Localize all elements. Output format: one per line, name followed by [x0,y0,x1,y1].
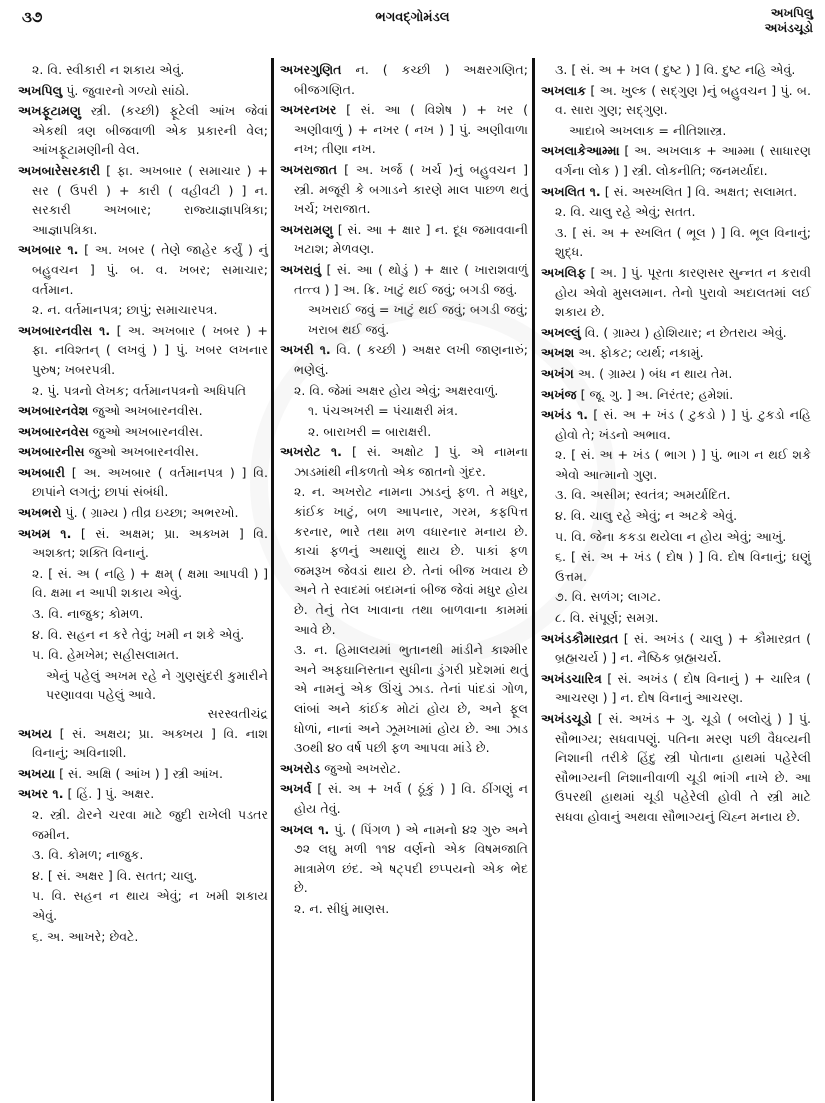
sub-sense [18,645,268,665]
definition: ૫. વિ. સહન ન થાય એવું; ન ખમી શકાય એવું. [32,888,268,923]
definition: ૪. [ સં. અક્ષર ] વિ. સતત; ચાલુ. [32,867,198,883]
definition: [ સં. આ ( વિશેષ ) + ખર ( અણીવાળું ) + નખર ( નખ ) ] પું. અણીવાળા નખ; તીણા નખ. [294,102,528,157]
sub-sense [18,845,268,865]
usage-example [280,401,528,421]
definition: [ અ. ખબર ( તેણે જાહેર કર્યું ) નું બહુવચન ] પું. બ. વ. ખબર; સમાચાર; વર્તમાન. [32,242,269,297]
sub-sense [280,899,528,919]
citation-source: સરસ્વતીચંદ્ર [207,706,268,721]
usage-example [280,300,528,339]
headword: અખબારનીસ [18,444,85,460]
headword: અખલાક [541,82,587,98]
sub-sense [541,445,811,484]
headword: અખર ૧. [18,786,64,802]
sub-sense [280,482,528,639]
usage-example [280,422,528,442]
usage-example [18,666,268,705]
definition: [ અ. અખબાર ( વર્તમાનપત્ર ) ] વિ. છાપાંને લગતું; છાપાં સંબંધી. [32,464,268,500]
dictionary-entry [541,141,811,180]
sub-sense [541,223,811,262]
guide-word-first: અખપિલુ [770,6,813,20]
headword: અખલ ૧. [280,821,330,837]
definition: [ અ. ખુલ્ક ( સદ્ગુણ )નું બહુવચન ] પું. બ. વ. સારા ગુણ; સદ્ગુણ. [555,82,811,118]
dictionary-entry [280,260,528,299]
guide-word-last: અખંડચૂડો [764,21,813,35]
definition: [ સં. આ ( થોડું ) + ક્ષાર ( ખારાશવાળું તત્ત્વ ) ] અ. ક્રિ. ખાટું થઈ જવું; બગડી જવું. [294,261,528,297]
definition: અ. ફોકટ; વ્યર્થ; નકામું. [578,345,704,361]
dictionary-entry [18,764,268,784]
sub-sense [18,866,268,886]
dictionary-entry [18,503,268,523]
dictionary-entry [541,669,811,708]
definition: વિ. ( ગ્રામ્ય ) હોશિયાર; ન છેતરાય એવું. [584,324,787,340]
dictionary-entry [280,220,528,259]
usage-example [541,121,811,141]
headword: અખબાર ૧. [18,242,79,258]
sub-sense [541,608,811,628]
definition: ૨. ન. સીધું માણસ. [294,900,390,916]
headword: અખબારનવેસ [18,423,89,439]
dictionary-entry [541,385,811,405]
headword: અખલ્લું [541,324,581,340]
dictionary-entry [541,405,811,444]
dictionary-entry [18,524,268,563]
definition: [ અ. અખલાક + આમ્મા ( સાધારણ વર્ગના લોક ) ] સ્ત્રી. લોકનીતિ; જનમર્યાદા. [555,143,811,178]
column-divider [532,58,535,1101]
definition: ૨. વિ. જેમાં અક્ષર હોય એવું; અક્ષરવાળું. [294,382,499,398]
dictionary-entry [18,161,268,239]
sub-sense [18,60,268,80]
dictionary-entry [18,724,268,763]
headword: અખય [18,725,52,741]
definition: પું. ( પિંગળ ) એ નામનો ૪૨ ગુરુ અને ૭૨ લઘુ મળી ૧૧૪ વર્ણનો એક વિષમજાતિ માત્રામેળ છંદ. એ ષટ્પદી છપ્પયનો એક ભેદ છે. [294,821,528,896]
definition: જુઓ અખબારનવીસ. [92,423,204,439]
sub-sense [541,60,811,80]
definition: [ અ. ] પું. પૂરતા કારણસર સુન્નત ન કરાવી હોય એવો મુસલમાન. તેનો પુરાવો અદાલતમાં લઈ શકાય છે. [555,264,811,320]
dictionary-entry [541,263,811,322]
headword: અખંડચારિત્ર [541,670,602,686]
definition: જુઓ અખરોટ. [324,760,401,776]
definition: ૩. વિ. અસીમ; સ્વતંત્ર; અમર્યાદિત. [555,487,731,503]
definition: ૭. વિ. સળંગ; લાગટ. [555,589,662,605]
sub-sense [18,564,268,603]
definition: ૩. ન. હિમાલયમાં ભુતાનથી માંડીને કાશ્મીર અને અફઘાનિસ્તાન સુધીના ડુંગરી પ્રદેશમાં થતું એ નામનું એક ઊંચું ઝાડ. તેનાં પાંદડાં ગોળ, લાંબાં અને કાંઈક મોટાં હોય છે, અને ફૂલ ધોળાં, નાનાં અને ઝૂમખામાં હોય છે. આ ઝાડ ૩૦થી ૪૦ વર્ષ પછી ફળ આપવા માંડે છે. [294,642,528,756]
definition: [ અ. અખબાર ( ખબર ) + ફા. નવિશ્તન્ ( લખવું ) ] પું. ખબર લખનાર પુરુષ; ખબરપત્રી. [32,322,268,377]
headword: અખરોડ [280,760,321,776]
definition: અખરાઈ જવું = ખાટું થઈ જવું; બગડી જવું; ખરાબ થઈ જવું. [308,302,528,337]
definition: પું. ( ગ્રામ્ય ) તીવ્ર ઇચ્છા; અભરખો. [65,505,239,521]
definition: ૨. [ સં. અ ( નહિ ) + ક્ષમ્ ( ક્ષમા આપવી ) ] વિ. ક્ષમા ન આપી શકાય એવું. [32,565,268,601]
definition: ૬. અ. આખરે; છેવટે. [32,928,139,944]
definition: [ સં. અક્ષિ ( આંખ ) ] સ્ત્રી આંખ. [59,765,223,781]
definition: જુઓ અખબારનવીસ. [92,403,203,419]
definition: [ સં. અ + ખંડ ( ટુકડો ) ] પું. ટુકડો નહિ હોવો તે; ખંડનો અભાવ. [555,407,811,442]
sub-sense [18,805,268,844]
sub-sense [18,604,268,624]
definition: [ સં. અખંડ ( ચાલુ ) + કૌમારવ્રત ( બ્રહ્મચર્ય ) ] ન. નૈષ્ઠિક બ્રહ્મચર્ય. [555,630,811,666]
headword: અખશ [541,345,575,361]
sub-sense [18,886,268,925]
headword: અખલાકેઆમ્મા [541,143,620,159]
sub-sense [18,300,268,320]
column-1 [18,60,268,947]
definition: અ. ( ગ્રામ્ય ) બંધ ન થાય તેમ. [577,365,733,381]
dictionary-entry [18,81,268,101]
dictionary-entry [280,820,528,898]
headword: અખંજ [541,386,577,402]
column-2 [280,60,528,920]
headword: અખરી ૧. [280,342,331,358]
sub-sense [541,202,811,222]
headword: અખમ ૧. [18,525,72,541]
definition: ૨. વિ. સ્વીકારી ન શકાય એવું. [32,62,185,77]
definition: એનું પહેલું અખમ રહે ને ગુણસુંદરી કુમારીને પરણાવવા પહેલું આવે. [46,667,268,703]
headword: અખંગ [541,365,574,381]
headword: અખયા [18,765,56,781]
headword: અખરાજાત [280,161,338,177]
definition: [ સં. અ + ખર્વ ( ઠૂંકું ) ] વિ. ઠીંગણું ન હોય તેવું. [294,781,528,816]
definition: ન. ( કચ્છી ) અક્ષરગણિત; બીજગણિત. [294,62,528,97]
dictionary-entry [18,101,268,160]
definition: ૪. વિ. ચાલુ રહે એવું; ન અટકે એવું. [555,508,738,524]
definition: [ સં. અખંડ ( દોષ વિનાનું ) + ચારિત્ર ( આચરણ ) ] ન. દોષ વિનાનું આચરણ. [555,670,811,706]
definition: [ સં. અક્ષય; પ્રા. અક્ખય ] વિ. નાશ વિનાનું; અવિનાશી. [32,725,268,761]
definition: જુઓ અખબારનવીસ. [88,444,199,460]
dictionary-entry [18,401,268,421]
headword: અખંડચૂડો [541,711,592,726]
definition: ૫. વિ. હેમખેમ; સહીસલામત. [32,647,180,663]
dictionary-entry [541,709,811,827]
headword: અખલિત ૧. [541,183,601,199]
headword: અખરાવું [280,261,322,277]
definition: ૩. વિ. નાજુક; કોમળ. [32,606,144,622]
dictionary-entry [280,779,528,818]
headword: અખબારી [18,464,65,480]
definition: [ સં. અખંડ + ગુ. ચૂડો ( બલોયું ) ] પું. સૌભાગ્ય; સધવાપણું. પતિના મરણ પછી વૈધવ્યની નિશાની તરીકે હિંદુ સ્ત્રી પોતાના હાથમાં પહેરેલી સૌભાગ્યની નિશાનીવાળી ચૂડી ભાંગી નાખે છે. આ ઉપરથી હાથમાં ચૂડી પહેરેલી હોવી તે સ્ત્રી માટે સધવા હોવાનું અથવા સૌભાગ્યનું ચિહ્ન મનાય છે. [555,711,811,824]
headword: અખભરો [18,505,62,521]
definition: આદાબે અખલાક = નીતિશાસ્ત્ર. [569,122,727,138]
definition: ૩. [ સં. અ + સ્ખલિત ( ભૂલ ) ] વિ. ભૂલ વિનાનું; શુદ્ધ. [555,224,811,260]
headword: અખરગુણિત [280,62,342,77]
headword: અખંડકૌમારવ્રત [541,630,619,646]
definition: [ સં. અક્ષોટ ] પું. એ નામના ઝાડમાંથી નીકળતો એક જાતનો ગુંદર. [294,444,529,479]
definition: [ જૂ. ગુ. ] અ. નિરંતર; હમેશાં. [580,386,734,402]
headword: અખપિલુ [18,82,63,98]
dictionary-entry [541,81,811,120]
page-number: ૩૭ [22,8,43,26]
page-title: ભગવદ્ગોમંડલ [375,10,450,25]
definition: ૧. પંચઅખરી = પંચાક્ષરી મંત્ર. [308,403,458,419]
definition: ૫. વિ. જેના કકડા થયેલા ન હોય એવું; આખું. [555,528,787,544]
dictionary-entry [541,629,811,668]
sub-sense [280,381,528,401]
definition: પું. જુવારનો ગળ્યો સાંઠો. [66,82,190,98]
definition: ૮. વિ. સંપૂર્ણ; સમગ્ર. [555,610,659,626]
sub-sense [541,506,811,526]
headword: અખરામણુ [280,221,334,237]
dictionary-entry [541,323,811,343]
dictionary-entry [18,463,268,502]
headword: અખર્વ [280,781,312,797]
sub-sense [541,587,811,607]
headword: અખલિફ [541,264,586,280]
definition: વિ. ( કચ્છી ) અક્ષર લખી જાણનારું; ભણેલું. [294,342,528,377]
sub-sense [18,927,268,947]
dictionary-entry [280,340,528,379]
headword: અખંડ ૧. [541,407,589,423]
definition: ૨. વિ. ચાલુ રહે એવું; સતત. [555,204,696,220]
definition: ૨. ન. અખરોટ નામના ઝાડનું ફળ. તે મધુર, કાંઈક ખાટું, બળ આપનાર, ગરમ, કફપિત્ત કરનાર, ભારે તથા મળ વધારનાર મનાય છે. કાચાં ફળનું અથાણું થાય છે. પાકાં ફળ જમરૂખ જેવડાં થાય છે. તેનાં બીજ ખવાય છે અને તે સ્વાદમાં બદામનાં બીજ જેવાં મધુર હોય છે. તેનું તેલ ખાવાના તથા બાળવાના કામમાં આવે છે. [294,484,528,637]
dictionary-entry [18,321,268,380]
dictionary-entry [280,100,528,159]
definition: ૨. બારાખરી = બારાક્ષરી. [308,423,432,439]
dictionary-entry [280,442,528,481]
definition: ૨. [ સં. અ + ખંડ ( ભાગ ) ] પું. ભાગ ન થઈ શકે એવો આત્માનો ગુણ. [555,447,811,482]
dictionary-entry [541,343,811,363]
dictionary-entry [541,364,811,384]
definition: ૩. વિ. કોમળ; નાજુક. [32,847,144,863]
definition: ૬. [ સં. અ + ખંડ ( દોષ ) ] વિ. દોષ વિનાનું; ઘણું ઉત્તમ. [555,549,811,584]
dictionary-entry [18,442,268,462]
dictionary-entry [280,160,528,219]
headword: અખરનખર [280,102,337,118]
definition: [ સં. અક્ષમ; પ્રા. અક્ખમ ] વિ. અશક્ત; શક્તિ વિનાનું. [32,525,268,561]
sub-sense [18,625,268,645]
headword: અખબારનવીસ ૧. [18,322,111,338]
definition: ૪. વિ. સહન ન કરે તેવું; ખમી ન શકે એવું. [32,626,245,642]
column-3 [541,60,811,828]
dictionary-entry [18,784,268,804]
definition: ૨. ન. વર્તમાનપત્ર; છાપું; સમાચારપત્ર. [32,302,218,318]
headword: અખફૂટામણુ [18,103,81,119]
guide-words [765,6,813,36]
definition: [ હિં. ] પું. અક્ષર. [67,786,155,802]
definition: ૨. પું. પત્રનો લેખક; વર્તમાનપત્રનો અધિપતિ [32,382,247,398]
dictionary-entry [18,422,268,442]
sub-sense [280,640,528,758]
definition: [ સં. આ + ક્ષાર ] ન. દૂધ જમાવવાની ખટાશ; મેળવણ. [294,221,528,257]
sub-sense [18,381,268,401]
dictionary-entry [280,759,528,779]
definition: [ સં. અસ્ખલિત ] વિ. અક્ષત; સલામત. [604,183,798,199]
sub-sense [541,485,811,505]
dictionary-entry [18,240,268,299]
column-divider [271,58,274,1101]
headword: અખરોટ ૧. [280,444,342,460]
sub-sense [541,547,811,586]
dictionary-entry [280,60,528,99]
definition: સ્ત્રી. (કચ્છી) ફૂટેલી આંખ જેવાં એકથી ત્રણ બીજવાળી એક પ્રકારની વેલ; આંખફૂટામણીની વેલ. [32,103,268,158]
definition: [ ફા. અખબાર ( સમાચાર ) + સર ( ઉપરી ) + કારી ( વહીવટી ) ] ન. સરકારી અખબાર; રાજ્યાજ્ઞાપત્રિકા; આજ્ઞાપત્રિકા. [32,162,268,237]
definition: ૨. સ્ત્રી. ઢોરને ચરવા માટે જુદી રાખેલી પડતર જમીન. [32,806,268,842]
headword: અખબારનવેશ [18,403,89,419]
sub-sense [541,527,811,547]
definition: ૩. [ સં. અ + ખલ ( દુષ્ટ ) ] વિ. દુષ્ટ નહિ એવું. [555,62,796,77]
dictionary-entry [541,182,811,202]
headword: અખબારેસરકારી [18,162,101,178]
definition: [ અ. ખર્જ ( ખર્ચ )નું બહુવચન ] સ્ત્રી. મજૂરી કે બગાડને કારણે માલ પાછળ થતું ખર્ચ; ખરાજાત. [294,161,528,217]
